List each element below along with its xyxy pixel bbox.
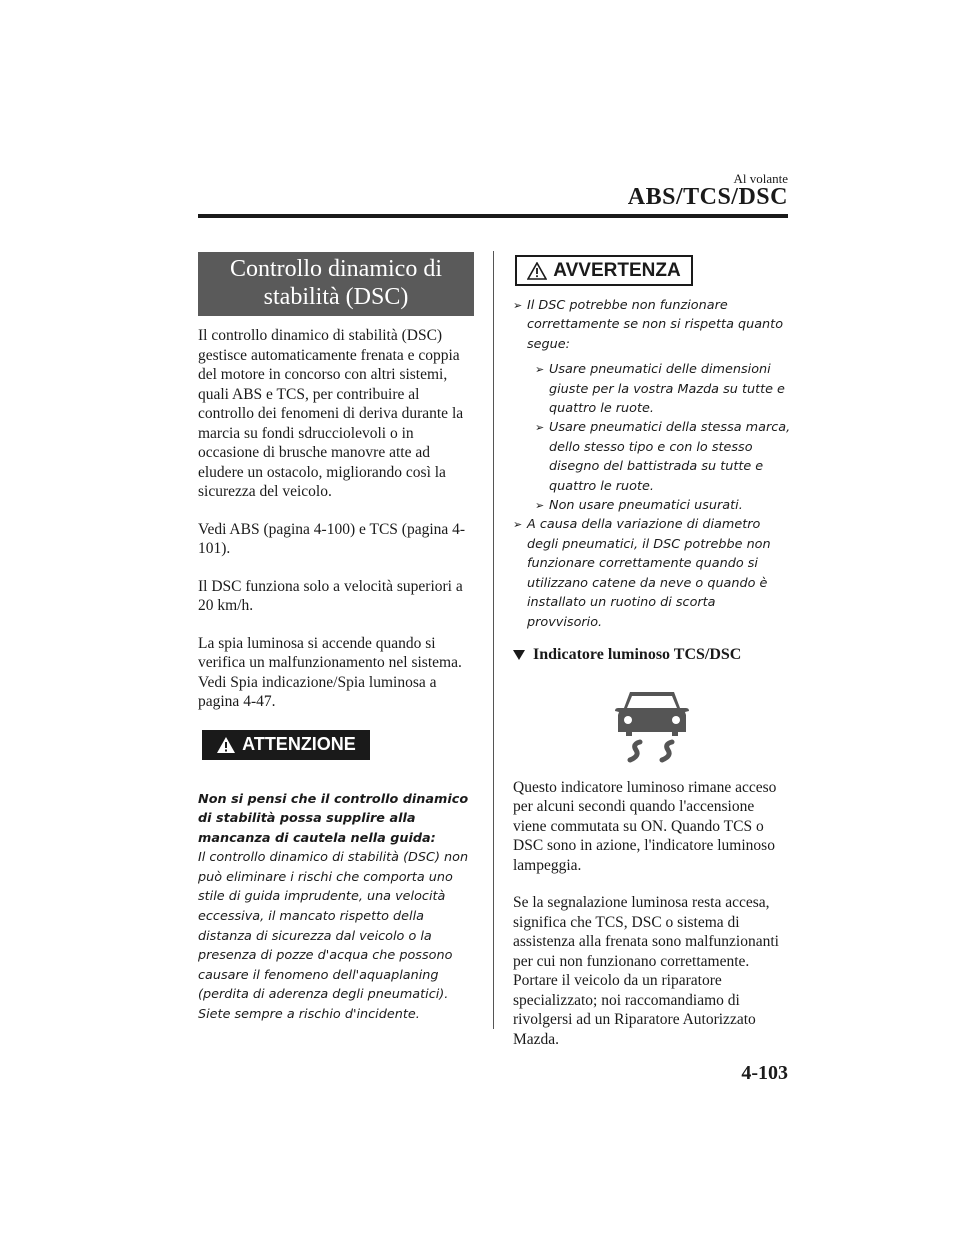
warning-badge xyxy=(515,255,693,286)
page-number: 4-103 xyxy=(741,1062,788,1084)
reference-paragraph: Vedi ABS (pagina 4-100) e TCS (pagina 4-101). xyxy=(198,520,466,557)
caution-badge xyxy=(202,730,370,760)
warning-subitem: ➢ Non usare pneumatici usurati. xyxy=(535,496,791,515)
indicator-heading xyxy=(513,646,791,664)
left-column xyxy=(198,252,474,1025)
warning-label: AVVERTENZA xyxy=(553,259,681,281)
warning-item xyxy=(513,296,791,515)
warning-light-paragraph: La spia luminosa si accende quando si verifica un malfunzionamento nel sistema. Vedi Spia indicazione/Spia luminosa a pagina 4-47. xyxy=(198,634,462,710)
header-divider xyxy=(198,214,788,218)
warning-triangle-icon xyxy=(216,736,236,754)
warning-triangle-icon xyxy=(527,262,547,280)
right-column xyxy=(513,252,791,1049)
chapter-label: Al volante xyxy=(733,171,788,186)
page-header-title: ABS/TCS/DSC xyxy=(627,184,788,210)
indicator-warning-paragraph: Se la segnalazione luminosa resta accesa, significa che TCS, DSC o sistema di assistenza alla frenata sono malfunzionanti per cui non funzionano correttamente. Portare il veicolo da un riparatore specializzato; noi raccomandiamo di rivolgersi ad un Riparatore Autorizzato Mazda. xyxy=(513,894,779,1048)
caution-label: ATTENZIONE xyxy=(242,734,356,754)
column-divider xyxy=(493,251,494,1029)
tcs-dsc-indicator-icon xyxy=(612,684,692,764)
warning-item: ➢ A causa della variazione di diametro degli pneumatici, il DSC potrebbe non funzionare correttamente quando si utilizzano catene da neve o quando è installato un ruotino di scorta provvisorio. xyxy=(513,515,791,631)
indicator-paragraph: Questo indicatore luminoso rimane acceso per alcuni secondi quando l'accensione viene commutata su ON. Quando TCS o DSC sono in azione, l'indicatore luminoso lampeggia. xyxy=(513,778,777,874)
warning-subitem: ➢ Usare pneumatici delle dimensioni giuste per la vostra Mazda su tutte e quattro le ruote. xyxy=(535,360,791,418)
caution-body-text: Il controllo dinamico di stabilità (DSC) non può eliminare i rischi che comporta uno stile di guida imprudente, una velocità eccessiva, il mancato rispetto della distanza di sicurezza dal veicolo o la presenza di pozze d'acqua che possono causare il fenomeno dell'aquaplaning (perdita di aderenza degli pneumatici). Siete sempre a rischio d'incidente. xyxy=(198,850,469,1023)
indicator-heading-text: Indicatore luminoso TCS/DSC xyxy=(533,645,742,663)
warning-sublist xyxy=(527,360,791,515)
speed-paragraph: Il DSC funziona solo a velocità superiori a 20 km/h. xyxy=(198,577,463,614)
warning-list xyxy=(513,296,791,632)
section-marker-icon xyxy=(513,650,525,660)
intro-paragraph: Il controllo dinamico di stabilità (DSC) gestisce automaticamente frenata e coppia del motore in concorso con altri sistemi, quali ABS e TCS, per contribuire al controllo dei fenomeni di deriva durante la marcia su fondi sdrucciolevoli o in occasione di brusche manovre atte ad eludere un ostacolo, migliorando così la sicurezza del veicolo. xyxy=(198,327,464,500)
caution-bold-text: Non si pensi che il controllo dinamico di stabilità possa supplire alla mancanza di cautela nella guida: xyxy=(198,791,469,846)
warning-subitem: ➢ Usare pneumatici della stessa marca, dello stesso tipo e con lo stesso disegno del battistrada su tutte e quattro le ruote. xyxy=(535,418,791,496)
caution-text-block xyxy=(198,790,474,1025)
warning-item-text: Il DSC potrebbe non funzionare correttamente se non si rispetta quanto segue: xyxy=(527,298,784,352)
section-title: Controllo dinamico di stabilità (DSC) xyxy=(198,252,474,316)
